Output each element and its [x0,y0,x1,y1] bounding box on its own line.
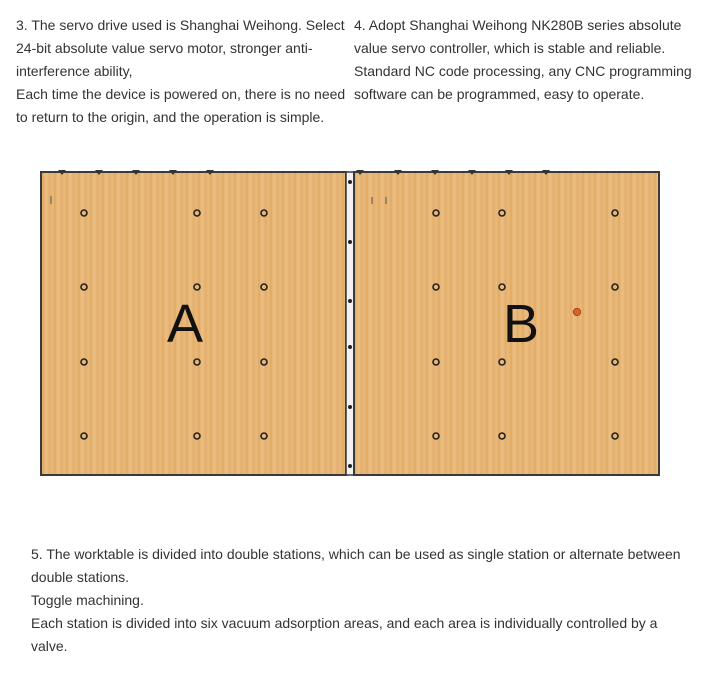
station-b-label: B [502,294,540,354]
station-divider [346,172,354,475]
station-a-label: A [166,294,204,354]
station-b [354,172,659,475]
section-5-paragraph-2: Toggle machining. [31,592,144,608]
station-a [41,172,346,475]
section-5-paragraph-1: 5. The worktable is divided into double stations, which can be used as single station or alternate between double stations. [31,546,681,585]
section-5-paragraph-3: Each station is divided into six vacuum adsorption areas, and each area is individually controlled by a valve. [31,615,658,654]
highlighted-hole [573,308,580,315]
double-station-worktable [40,170,661,476]
section-3-paragraph-1: 3. The servo drive used is Shanghai Weihong. Select 24-bit absolute value servo motor, stronger anti-interference ability, [16,17,345,79]
section-4-paragraph: 4. Adopt Shanghai Weihong NK280B series absolute value servo controller, which is stable and reliable. Standard NC code processing, any CNC programming software can be programmed, easy to operate. [354,17,692,102]
section-5-text [31,543,681,658]
section-3-paragraph-2: Each time the device is powered on, there is no need to return to the origin, and the operation is simple. [16,86,346,125]
section-3-text [16,14,346,129]
section-4-text [354,14,694,106]
